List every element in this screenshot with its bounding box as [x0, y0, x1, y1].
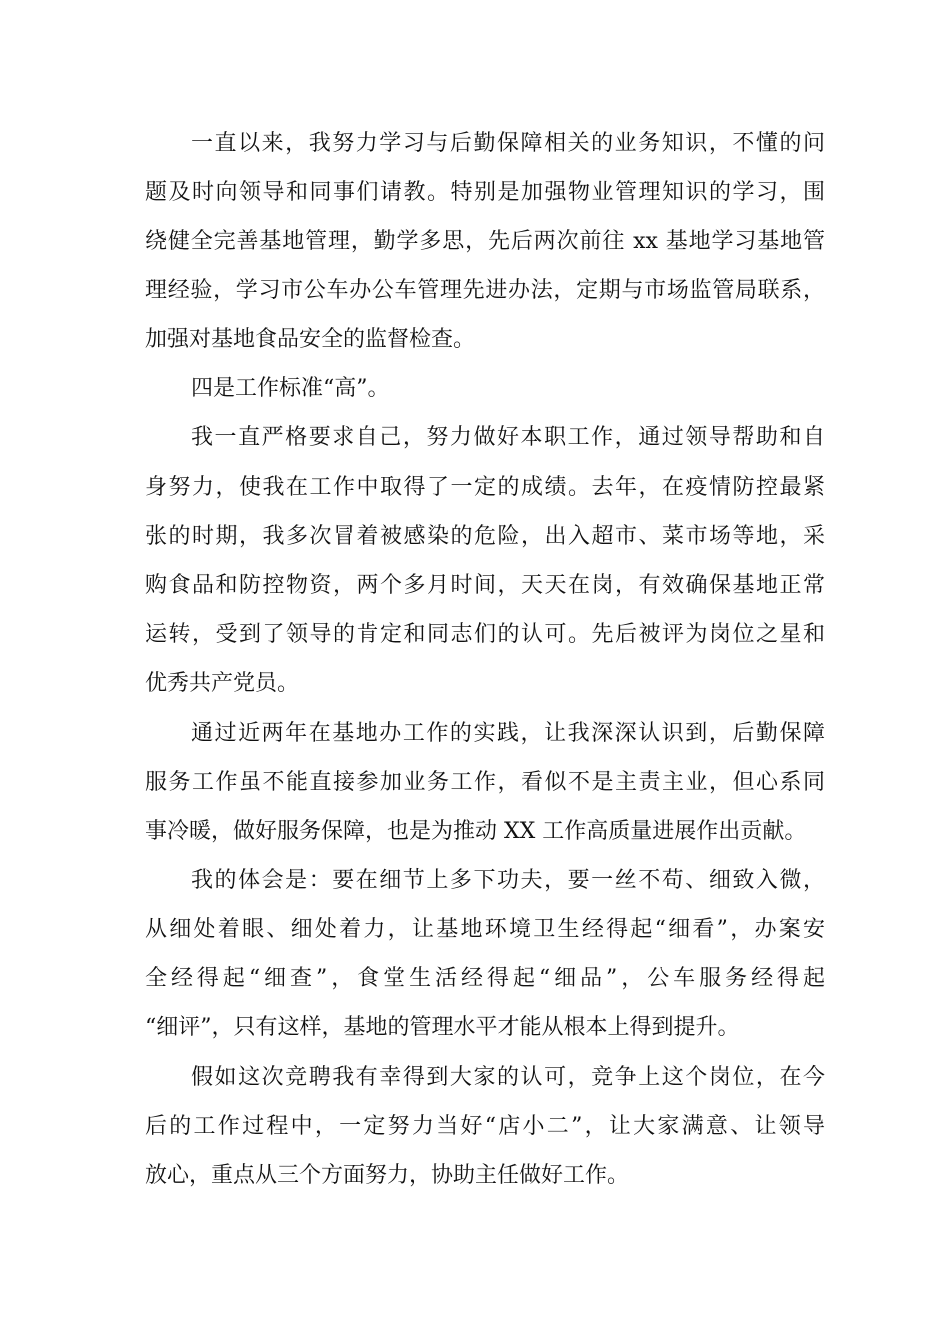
section-heading: 四是工作标准“高”。: [191, 376, 390, 401]
text-line: 题及时向领导和同事们请教。特别是加强物业管理知识的学习，围: [145, 180, 825, 205]
text-line: 购食品和防控物资，两个多月时间，天天在岗，有效确保基地正常: [145, 573, 825, 598]
text-line: 假如这次竞聘我有幸得到大家的认可，竞争上这个岗位，在今: [191, 1065, 825, 1090]
text-line: 服务工作虽不能直接参加业务工作，看似不是主责主业，但心系同: [145, 770, 825, 795]
text-line: 理经验，学习市公车办公车管理先进办法，定期与市场监管局联系，: [145, 278, 825, 303]
text-line: 优秀共产党员。: [145, 671, 300, 696]
text-line: 我的体会是：要在细节上多下功夫，要一丝不苟、细致入微，: [191, 868, 825, 893]
text-line: 全经得起“细查”，食堂生活经得起“细品”，公车服务经得起: [145, 966, 825, 991]
text-line: 张的时期，我多次冒着被感染的危险，出入超市、菜市场等地，采: [145, 524, 825, 549]
text-line: “细评”，只有这样，基地的管理水平才能从根本上得到提升。: [145, 1015, 740, 1040]
text-line: 运转，受到了领导的肯定和同志们的认可。先后被评为岗位之星和: [145, 622, 825, 647]
text-line: 从细处着眼、细处着力，让基地环境卫生经得起“细看”，办案安: [145, 917, 825, 942]
text-line: 通过近两年在基地办工作的实践，让我深深认识到，后勤保障: [191, 721, 825, 746]
text-line: 我一直严格要求自己，努力做好本职工作，通过领导帮助和自: [191, 425, 825, 450]
text-line: 放心，重点从三个方面努力，协助主任做好工作。: [145, 1163, 630, 1188]
text-line: 加强对基地食品安全的监督检查。: [145, 327, 476, 352]
text-line: 事冷暖，做好服务保障，也是为推动 XX 工作高质量进展作出贡献。: [145, 819, 807, 844]
text-line: 绕健全完善基地管理，勤学多思，先后两次前往 xx 基地学习基地管: [145, 229, 825, 254]
text-line: 后的工作过程中，一定努力当好“店小二”，让大家满意、让领导: [145, 1114, 825, 1139]
text-line: 身努力，使我在工作中取得了一定的成绩。去年，在疫情防控最紧: [145, 475, 825, 500]
text-line: 一直以来，我努力学习与后勤保障相关的业务知识，不懂的问: [191, 131, 825, 156]
